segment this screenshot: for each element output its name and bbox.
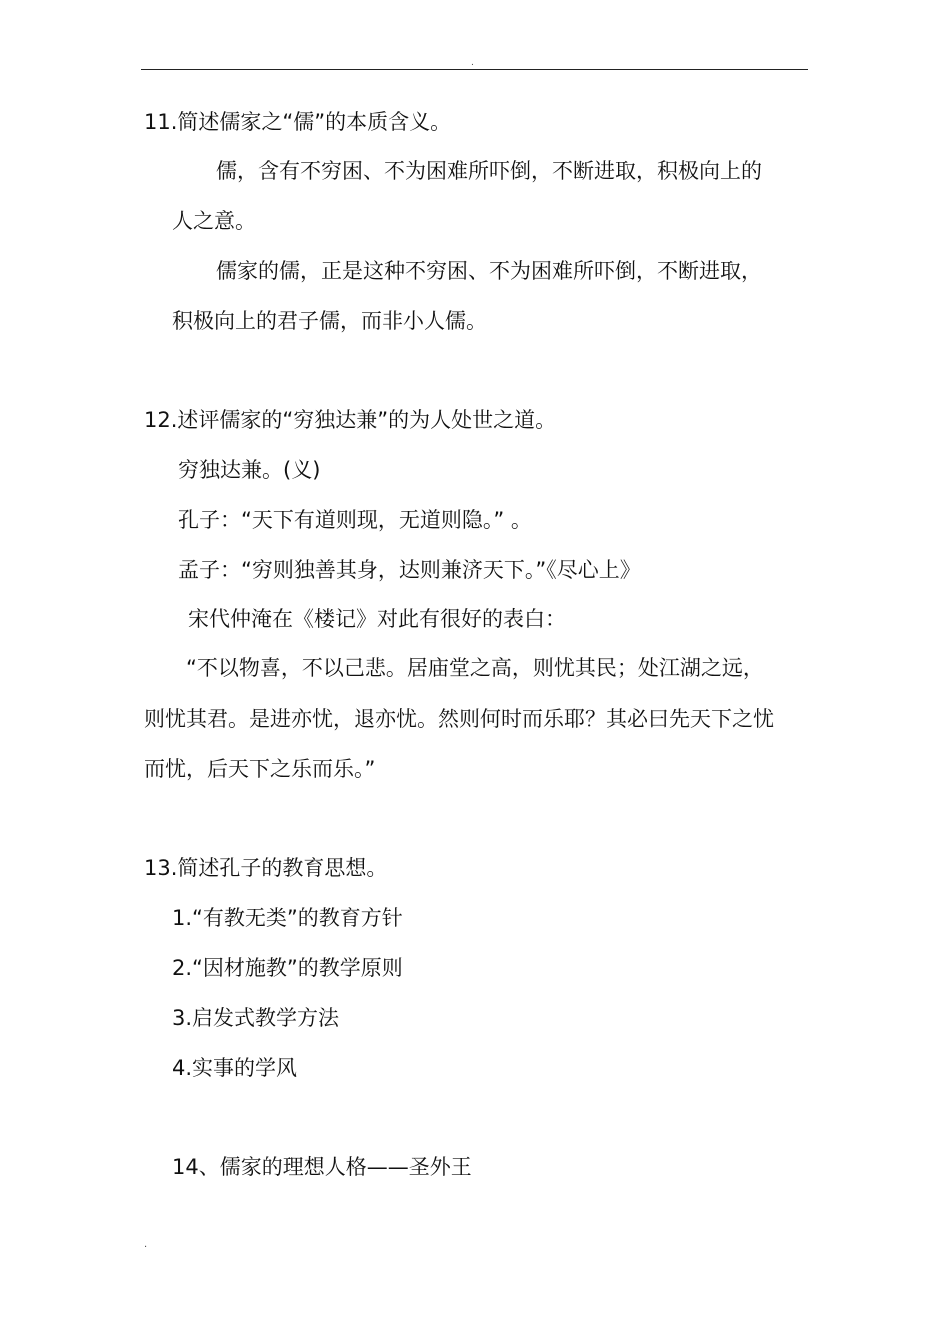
q12-line-1: 穷独达兼。(义): [178, 458, 321, 482]
q13-list-item: 2.“因材施教”的教学原则: [172, 956, 403, 980]
question-12-title: 12.述评儒家的“穷独达兼”的为人处世之道。: [144, 408, 557, 432]
question-14-title: 14、儒家的理想人格——圣外王: [172, 1155, 472, 1179]
header-dot: .: [471, 58, 474, 68]
q13-list-item: 1.“有教无类”的教育方针: [172, 906, 403, 930]
q12-line-5: “不以物喜，不以己悲。居庙堂之高，则忧其民；处江湖之远，: [186, 656, 764, 680]
footer-dot: .: [144, 1239, 148, 1250]
q11-paragraph-1-line-1: 儒，含有不穷困、不为困难所吓倒，不断进取，积极向上的: [216, 159, 762, 183]
q12-line-2: 孔子：“天下有道则现，无道则隐。” 。: [178, 508, 532, 532]
q12-line-4: 宋代仲淹在《楼记》对此有很好的表白：: [188, 607, 566, 631]
q11-paragraph-1-line-2: 人之意。: [172, 209, 256, 233]
question-13-title: 13.简述孔子的教育思想。: [144, 856, 388, 880]
q13-list-item: 3.启发式教学方法: [172, 1006, 340, 1030]
q12-line-7: 而忧，后天下之乐而乐。”: [144, 757, 376, 781]
q11-paragraph-2-line-2: 积极向上的君子儒，而非小人儒。: [172, 309, 487, 333]
q13-list-item: 4.实事的学风: [172, 1056, 298, 1080]
q12-line-3: 孟子：“穷则独善其身，达则兼济天下。”《尽心上》: [178, 558, 641, 582]
q12-line-6: 则忧其君。是进亦忧，退亦忧。然则何时而乐耶？其必曰先天下之忧: [144, 707, 774, 731]
question-11-title: 11.简述儒家之“儒”的本质含义。: [144, 110, 452, 134]
header-rule: [141, 69, 808, 70]
q11-paragraph-2-line-1: 儒家的儒，正是这种不穷困、不为困难所吓倒，不断进取，: [216, 259, 762, 283]
